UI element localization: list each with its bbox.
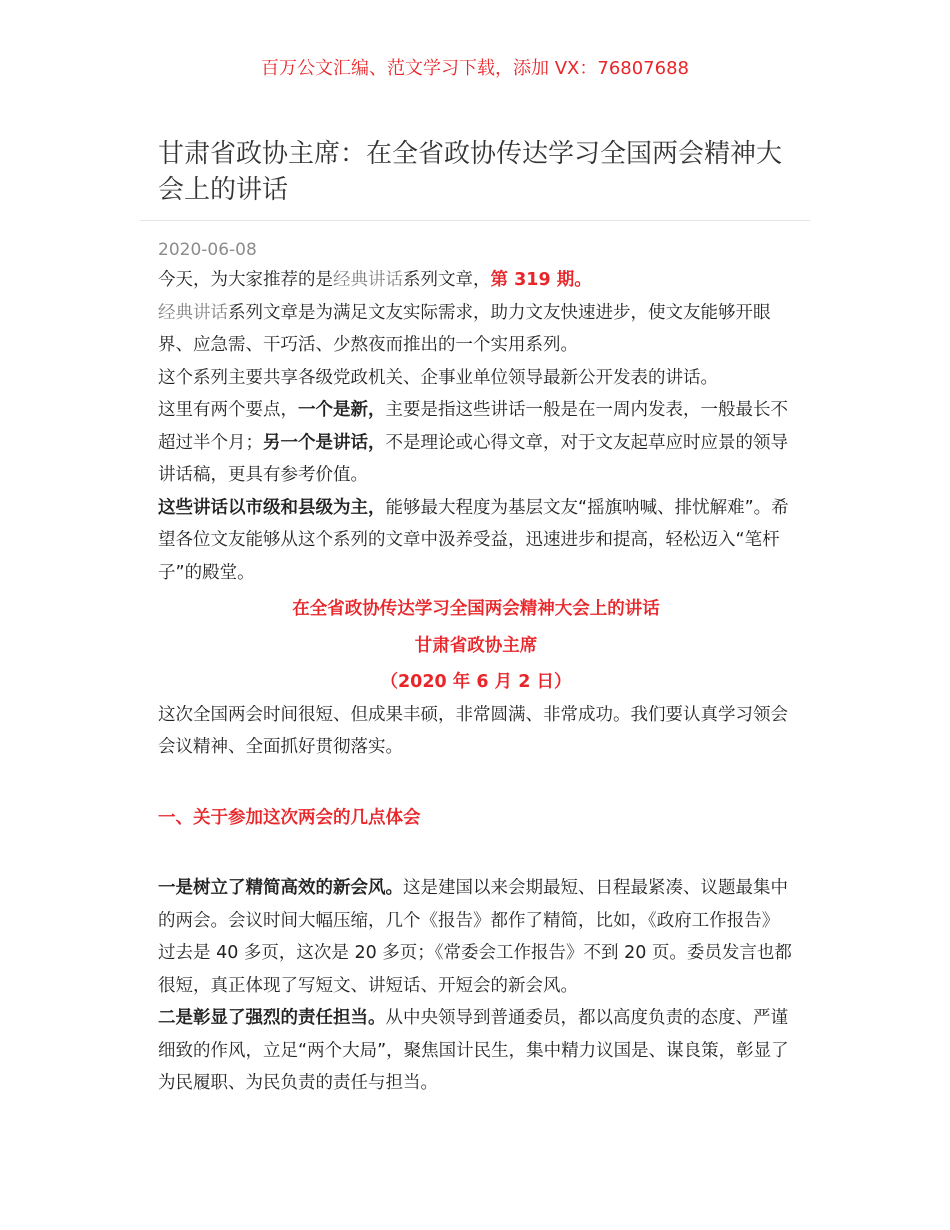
key-point-level: 这些讲话以市级和县级为主， [158, 497, 386, 518]
speech-date: （2020 年 6 月 2 日） [380, 672, 572, 692]
article-body [158, 264, 794, 1100]
intro-paragraph-1 [158, 264, 794, 297]
intro-paragraph-5 [158, 492, 794, 590]
intro-text: 不是理论或心得文章，对于文友起草应时应景的领导讲话稿，更具有参考价值。 [158, 432, 788, 485]
key-point-new: 一个是新， [298, 400, 386, 420]
series-name: 经典讲话 [158, 302, 228, 323]
intro-paragraph-2 [158, 297, 794, 362]
spacer [158, 834, 794, 872]
title-divider [140, 220, 810, 221]
promo-banner: 百万公文汇编、范文学习下载，添加 VX：76807688 [261, 58, 689, 79]
speech-speaker: 甘肃省政协主席 [414, 635, 538, 656]
key-point-speech: 另一个是讲话， [263, 432, 386, 453]
series-name: 经典讲话 [333, 270, 403, 290]
intro-text: 今天，为大家推荐的是 [158, 270, 333, 290]
speech-title: 在全省政协传达学习全国两会精神大会上的讲话 [292, 599, 660, 619]
point-2 [158, 1002, 794, 1100]
issue-number: 第 319 期。 [490, 270, 592, 290]
intro-text: 系列文章是为满足文友实际需求，助力文友快速进步，使文友能够开眼界、应急需、干巧活、少熬夜而推出的一个实用系列。 [158, 302, 771, 355]
intro-text: 主要是指这些讲话一般是在一周内发表，一般最长不超过半个月； [158, 400, 788, 453]
intro-paragraph-3: 这个系列主要共享各级党政机关、企事业单位领导最新公开发表的讲话。 [158, 367, 718, 388]
spacer [158, 764, 794, 802]
speech-opening: 这次全国两会时间很短、但成果丰硕，非常圆满、非常成功。我们要认真学习领会会议精神、全面抓好贯彻落实。 [158, 704, 788, 757]
publish-date: 2020-06-08 [158, 240, 257, 260]
point-2-text: 从中央领导到普通委员，都以高度负责的态度、严谨细致的作风，立足“两个大局”，聚焦国计民生，集中精力议国是、谋良策，彰显了为民履职、为民负责的责任与担当。 [158, 1008, 789, 1093]
intro-paragraph-4 [158, 394, 794, 492]
point-2-lead: 二是彰显了强烈的责任担当。 [158, 1008, 386, 1028]
point-1-lead: 一是树立了精简高效的新会风。 [158, 878, 403, 898]
article-title: 甘肃省政协主席：在全省政协传达学习全国两会精神大会上的讲话 [158, 139, 783, 205]
intro-text: 能够最大程度为基层文友“摇旗呐喊、排忧解难”。希望各位文友能够从这个系列的文章中汲养受益，迅速进步和提高，轻松迈入“笔杆子”的殿堂。 [158, 497, 789, 583]
point-1 [158, 872, 794, 1002]
point-1-text: 这是建国以来会期最短、日程最紧凑、议题最集中的两会。会议时间大幅压缩，几个《报告》都作了精简，比如，《政府工作报告》过去是 40 多页，这次是 20 多页；《常委会工作报告》不到 20 页。委员发言也都很短，真正体现了写短文、讲短话、开短会的新会风。 [158, 878, 792, 996]
intro-text: 这里有两个要点， [158, 400, 298, 420]
section-heading: 一、关于参加这次两会的几点体会 [158, 807, 421, 828]
intro-text: 系列文章， [403, 270, 491, 290]
